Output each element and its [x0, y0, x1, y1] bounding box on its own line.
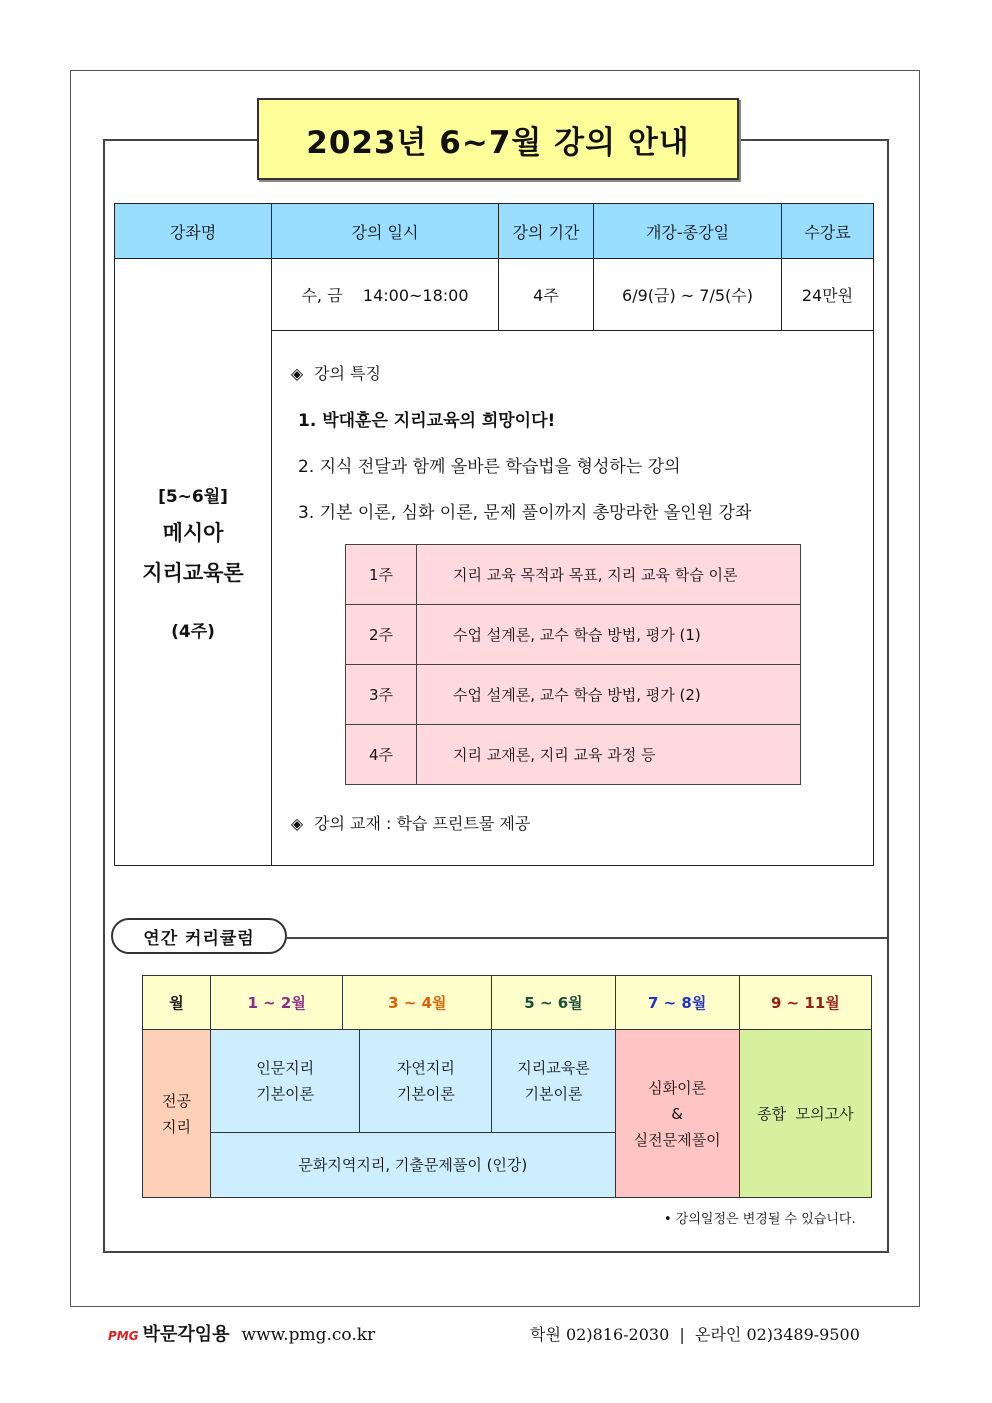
- mock-exam-cell: 종합 모의고사: [739, 1030, 871, 1198]
- major-label-2: 지리: [162, 1117, 192, 1136]
- feature-item: 2. 지식 전달과 함께 올바른 학습법을 형성하는 강의: [298, 457, 681, 477]
- schedule-cell: 수, 금 14:00~18:00: [272, 259, 499, 331]
- header-dates: 개강-종강일: [594, 204, 782, 259]
- curriculum-header-row: [143, 976, 872, 1030]
- cell-line: 기본이론: [256, 1085, 315, 1103]
- online-course-cell: 문화지역지리, 기출문제풀이 (인강): [211, 1133, 616, 1198]
- geo-education-cell: [492, 1030, 615, 1133]
- header-duration: 강의 기간: [499, 204, 594, 259]
- week-topic: 지리 교재론, 지리 교육 과정 등: [417, 725, 801, 785]
- schedule-change-note: • 강의일정은 변경될 수 있습니다.: [664, 1212, 856, 1227]
- dates-cell: 6/9(금) ~ 7/5(수): [594, 259, 782, 331]
- features-heading: [290, 361, 873, 384]
- cell-line: &: [671, 1104, 683, 1123]
- course-title-1: 메시아: [162, 521, 224, 545]
- curriculum-label: 연간 커리큘럼: [111, 918, 287, 954]
- cell-line: 실전문제풀이: [633, 1130, 721, 1149]
- diamond-bullet-icon: ◈: [290, 364, 304, 383]
- week-plan-table: [345, 544, 801, 785]
- materials-text: 강의 교재 : 학습 프린트물 제공: [314, 814, 531, 833]
- major-label-1: 전공: [162, 1091, 192, 1110]
- footer-brand: [108, 1320, 375, 1346]
- diamond-bullet-icon: ◈: [290, 814, 304, 833]
- features-heading-text: 강의 특징: [314, 364, 381, 383]
- week-topic: 수업 설계론, 교수 학습 방법, 평가 (2): [417, 665, 801, 725]
- cell-line: 기본이론: [396, 1085, 455, 1103]
- month-9-11: 9 ~ 11월: [739, 976, 871, 1030]
- human-geo-cell: [211, 1030, 360, 1133]
- table-row: [346, 665, 801, 725]
- month-5-6: 5 ~ 6월: [492, 976, 615, 1030]
- month-1-2: 1 ~ 2월: [211, 976, 343, 1030]
- cell-line: 기본이론: [524, 1085, 583, 1103]
- cell-line: 자연지리: [396, 1059, 455, 1077]
- detail-cell: [272, 331, 874, 866]
- advanced-theory-cell: [615, 1030, 739, 1198]
- website-link[interactable]: www.pmg.co.kr: [241, 1325, 376, 1345]
- week-label: 4주: [346, 725, 417, 785]
- week-label: 1주: [346, 545, 417, 605]
- table-row: [115, 259, 874, 331]
- physical-geo-cell: [360, 1030, 492, 1133]
- materials-note: [290, 811, 530, 834]
- course-weeks: (4주): [171, 622, 215, 642]
- pmg-logo: PMG: [108, 1329, 139, 1343]
- month-7-8: 7 ~ 8월: [615, 976, 739, 1030]
- table-row: [346, 545, 801, 605]
- curriculum-table: [142, 975, 872, 1198]
- feature-item: 1. 박대훈은 지리교육의 희망이다!: [298, 411, 556, 431]
- course-period: [5~6월]: [158, 487, 228, 507]
- footer-contact: 학원 02)816-2030 | 온라인 02)3489-9500: [530, 1325, 860, 1344]
- major-label-cell: [143, 1030, 211, 1198]
- month-header: 월: [143, 976, 211, 1030]
- week-topic: 지리 교육 목적과 목표, 지리 교육 학습 이론: [417, 545, 801, 605]
- cell-line: 인문지리: [256, 1059, 315, 1077]
- brand-name: 박문각임용: [142, 1324, 230, 1345]
- course-name-cell: [115, 259, 272, 866]
- header-fee: 수강료: [782, 204, 874, 259]
- table-header-row: [115, 204, 874, 259]
- cell-line: 심화이론: [648, 1078, 707, 1097]
- table-row: [346, 725, 801, 785]
- feature-item: 3. 기본 이론, 심화 이론, 문제 풀이까지 총망라한 올인원 강좌: [298, 503, 752, 523]
- header-schedule: 강의 일시: [272, 204, 499, 259]
- week-label: 2주: [346, 605, 417, 665]
- table-row: [143, 1030, 872, 1133]
- header-course: 강좌명: [115, 204, 272, 259]
- cell-line: 지리교육론: [517, 1059, 590, 1077]
- table-row: [346, 605, 801, 665]
- page-title: 2023년 6~7월 강의 안내: [257, 98, 739, 180]
- course-title-2: 지리교육론: [142, 561, 244, 585]
- divider: [287, 937, 887, 939]
- month-3-4: 3 ~ 4월: [343, 976, 492, 1030]
- lecture-table: [114, 203, 874, 866]
- week-label: 3주: [346, 665, 417, 725]
- fee-cell: 24만원: [782, 259, 874, 331]
- duration-cell: 4주: [499, 259, 594, 331]
- week-topic: 수업 설계론, 교수 학습 방법, 평가 (1): [417, 605, 801, 665]
